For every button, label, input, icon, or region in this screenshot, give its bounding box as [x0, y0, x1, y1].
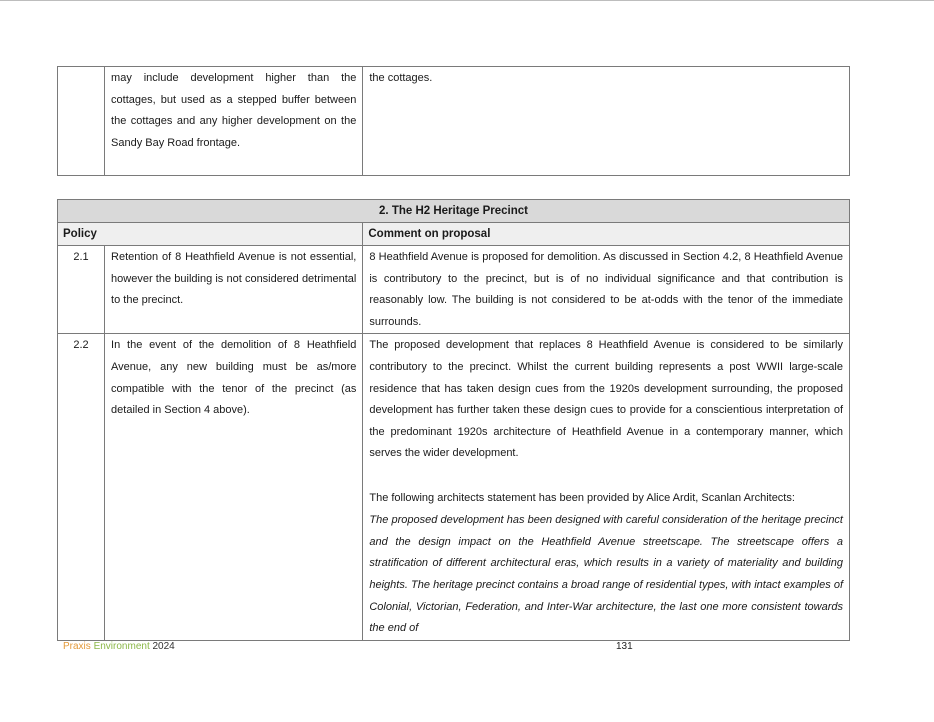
policy-number-cell	[58, 334, 105, 640]
policy-text: Retention of 8 Heathfield Avenue is not essential, however the building is not considered detrimental to the precinct.	[111, 251, 357, 307]
brand-name-environment: Environment	[93, 641, 150, 652]
h2-heritage-precinct-table	[57, 199, 850, 641]
paragraph-gap	[363, 465, 849, 487]
section-heading: 2. The H2 Heritage Precinct	[58, 200, 850, 223]
brand-name-praxis: Praxis	[63, 641, 91, 652]
comment-text: the cottages.	[369, 72, 433, 84]
policy-number-cell	[58, 246, 105, 334]
footer-brand	[63, 641, 175, 652]
policy-cell	[105, 67, 363, 176]
table-row	[58, 334, 850, 640]
column-header-comment: Comment on proposal	[363, 223, 850, 246]
continued-policy-table	[57, 66, 850, 176]
page-top-rule	[0, 0, 934, 1]
page-number: 131	[616, 641, 633, 652]
footer-year: 2024	[152, 641, 175, 652]
table-row	[58, 67, 850, 176]
comment-cell	[363, 246, 850, 334]
comment-text: 8 Heathfield Avenue is proposed for demolition. As discussed in Section 4.2, 8 Heathfield Avenue is contributory to the precinct, but is of no individual significance and that contribution is reasonably low. The building is not considered to be at-odds with the tenor of the immediate surrounds.	[369, 251, 843, 328]
architect-statement: The proposed development has been designed with careful consideration of the heritage precinct and the design impact on the Heathfield Avenue streetscape. The streetscape offers a stratification of different architectural eras, which results in a variety of materiality and building heights. The heritage precinct contains a broad range of residential types, with intact examples of Colonial, Victorian, Federation, and Inter-War architecture, the last one more consistent towards the end of	[369, 514, 843, 635]
comment-cell	[363, 334, 850, 640]
policy-number-cell	[58, 67, 105, 176]
comment-text: The proposed development that replaces 8 Heathfield Avenue is considered to be similarly contributory to the precinct. Whilst the current building represents a post WWII large-scale residence that has taken design cues from the 1920s development surrounding, the proposed development has further taken these design cues to provide for a conscientious interpretation of the predominant 1920s architecture of Heathfield Avenue in a contemporary manner, which serves the wider development.	[369, 339, 843, 460]
policy-text: may include development higher than the cottages, but used as a stepped buffer between the cottages and any higher development on the Sandy Bay Road frontage.	[111, 72, 357, 149]
policy-number: 2.1	[73, 251, 89, 263]
policy-number: 2.2	[73, 339, 89, 352]
table-row	[58, 246, 850, 334]
policy-cell	[105, 246, 363, 334]
column-header-policy: Policy	[58, 223, 363, 246]
architect-statement-intro: The following architects statement has been provided by Alice Ardit, Scanlan Architects:	[369, 491, 795, 504]
policy-text: In the event of the demolition of 8 Heathfield Avenue, any new building must be as/more compatible with the tenor of the precinct (as detailed in Section 4 above).	[111, 339, 357, 417]
comment-cell	[363, 67, 850, 176]
policy-cell	[105, 334, 363, 640]
